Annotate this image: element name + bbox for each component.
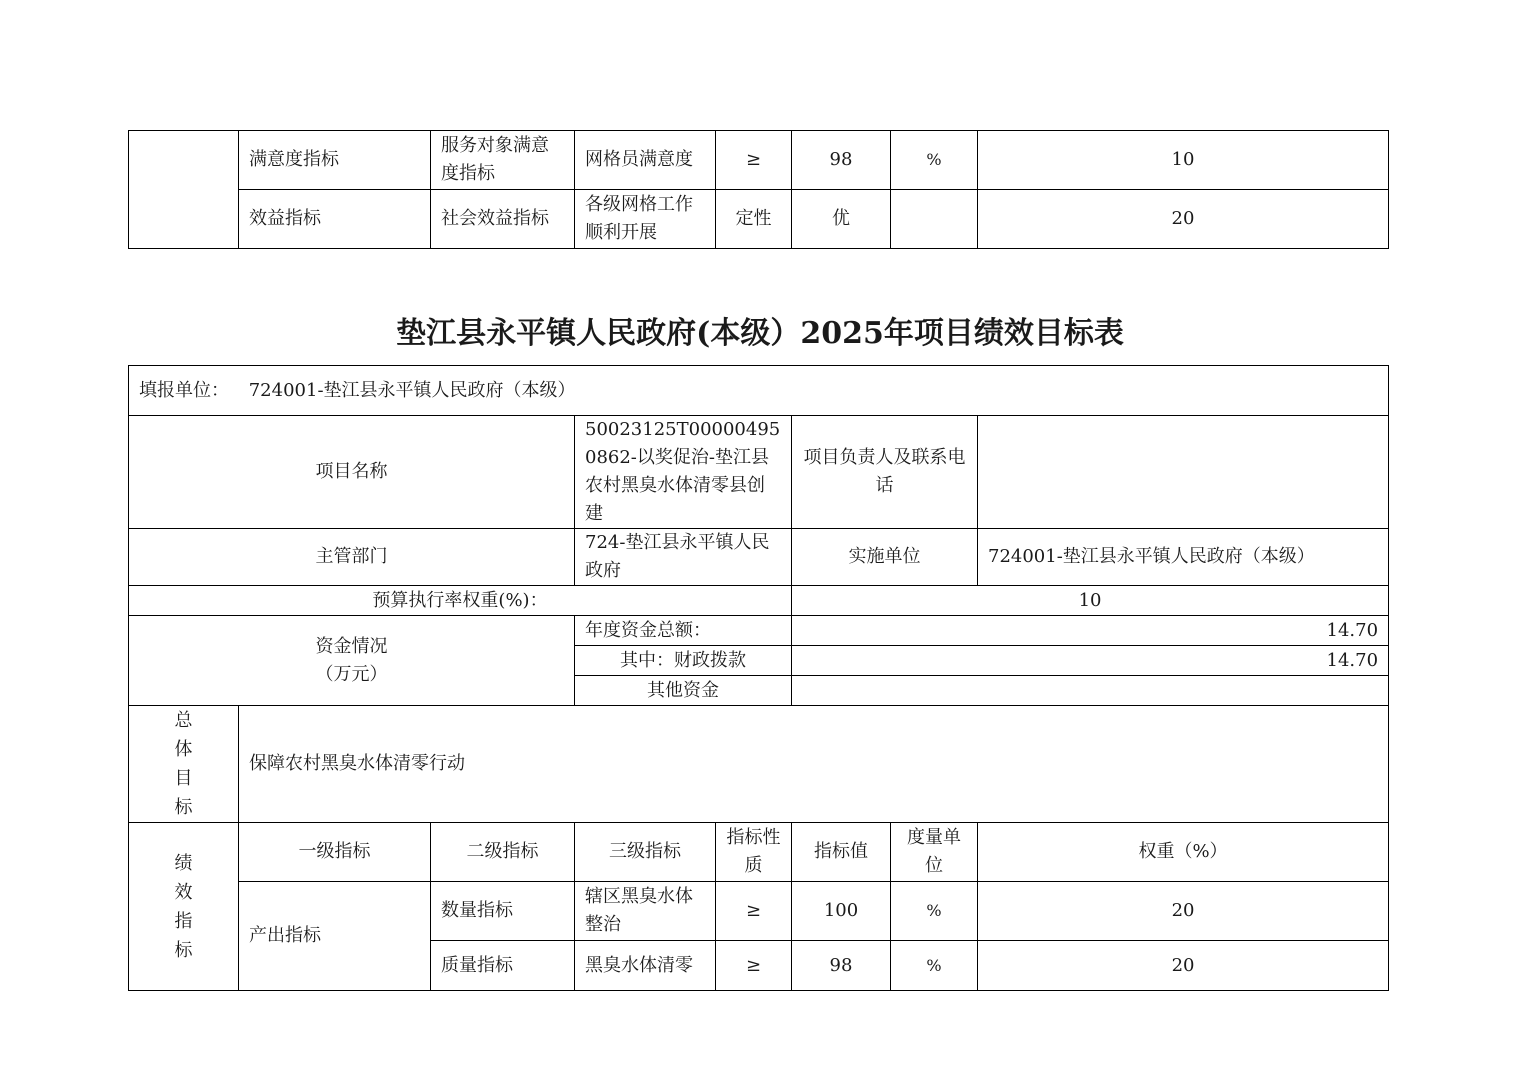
nature-cell: 定性	[716, 190, 792, 249]
header-weight: 权重（%）	[978, 823, 1389, 882]
reporting-unit-cell	[129, 366, 1389, 416]
nature-cell: ≥	[716, 941, 792, 991]
value-cell: 98	[792, 131, 891, 190]
budget-rate-row	[129, 586, 1389, 616]
funds-unit: （万元）	[315, 663, 388, 685]
header-level2: 二级指标	[431, 823, 575, 882]
perf-label-char: 绩	[174, 852, 193, 874]
unit-cell: %	[891, 882, 978, 941]
goal-label-char: 体	[174, 739, 193, 760]
level2-cell: 数量指标	[431, 882, 575, 941]
overall-goal-label	[129, 706, 239, 823]
goal-label-char: 标	[174, 797, 193, 818]
reporting-unit-label: 填报单位：	[139, 379, 229, 401]
performance-indicator-label	[129, 823, 239, 991]
reporting-unit-row	[129, 366, 1389, 416]
value-cell: 优	[792, 190, 891, 249]
table-row	[129, 190, 1389, 249]
header-value: 指标值	[792, 823, 891, 882]
other-funds-value	[792, 676, 1389, 706]
funds-row	[129, 616, 1389, 646]
annual-total-label: 年度资金总额：	[575, 616, 792, 646]
impl-label: 实施单位	[792, 529, 978, 586]
contact-value	[978, 416, 1389, 529]
table-row	[129, 882, 1389, 941]
weight-cell: 20	[978, 941, 1389, 991]
performance-target-table	[128, 365, 1389, 991]
dept-value: 724-垫江县永平镇人民政府	[575, 529, 792, 586]
perf-label-char: 效	[174, 881, 193, 903]
funds-label: 资金情况	[315, 635, 388, 657]
level1-cell: 满意度指标	[239, 131, 431, 190]
blank-category-cell	[129, 131, 239, 249]
output-indicator-label: 产出指标	[239, 882, 431, 991]
budget-rate-label: 预算执行率权重(%)：	[129, 586, 792, 616]
goal-label-char: 总	[174, 710, 193, 731]
level3-cell: 网格员满意度	[575, 131, 716, 190]
continuation-table	[128, 130, 1389, 249]
budget-rate-value: 10	[792, 586, 1389, 616]
reporting-unit-value: 724001-垫江县永平镇人民政府（本级）	[248, 379, 576, 401]
indicator-header-row	[129, 823, 1389, 882]
project-name-label: 项目名称	[129, 416, 575, 529]
annual-total-value: 14.70	[792, 616, 1389, 646]
weight-cell: 20	[978, 190, 1389, 249]
value-cell: 100	[792, 882, 891, 941]
level1-cell: 效益指标	[239, 190, 431, 249]
impl-value: 724001-垫江县永平镇人民政府（本级）	[978, 529, 1389, 586]
header-level1: 一级指标	[239, 823, 431, 882]
overall-goal-row	[129, 706, 1389, 823]
level3-cell: 黑臭水体清零	[575, 941, 716, 991]
goal-label-char: 目	[174, 768, 193, 789]
weight-cell: 20	[978, 882, 1389, 941]
funds-label-cell	[129, 616, 575, 706]
overall-goal-value: 保障农村黑臭水体清零行动	[239, 706, 1389, 823]
nature-cell: ≥	[716, 131, 792, 190]
department-row	[129, 529, 1389, 586]
fiscal-value: 14.70	[792, 646, 1389, 676]
unit-cell	[891, 190, 978, 249]
other-funds-label: 其他资金	[575, 676, 792, 706]
fiscal-label: 其中：财政拨款	[575, 646, 792, 676]
dept-label: 主管部门	[129, 529, 575, 586]
header-nature: 指标性质	[716, 823, 792, 882]
project-name-row	[129, 416, 1389, 529]
level3-cell: 辖区黑臭水体整治	[575, 882, 716, 941]
page-title: 垫江县永平镇人民政府(本级）2025年项目绩效目标表	[396, 316, 1124, 351]
level2-cell: 质量指标	[431, 941, 575, 991]
perf-label-char: 标	[174, 939, 193, 961]
unit-cell: %	[891, 941, 978, 991]
level3-cell: 各级网格工作顺利开展	[575, 190, 716, 249]
contact-label: 项目负责人及联系电话	[792, 416, 978, 529]
project-name-value: 50023125T000004950862-以奖促治-垫江县农村黑臭水体清零县创建	[575, 416, 792, 529]
header-level3: 三级指标	[575, 823, 716, 882]
weight-cell: 10	[978, 131, 1389, 190]
table-row	[129, 131, 1389, 190]
nature-cell: ≥	[716, 882, 792, 941]
perf-label-char: 指	[174, 910, 193, 932]
level2-cell: 服务对象满意度指标	[431, 131, 575, 190]
level2-cell: 社会效益指标	[431, 190, 575, 249]
header-unit: 度量单位	[891, 823, 978, 882]
unit-cell: %	[891, 131, 978, 190]
value-cell: 98	[792, 941, 891, 991]
